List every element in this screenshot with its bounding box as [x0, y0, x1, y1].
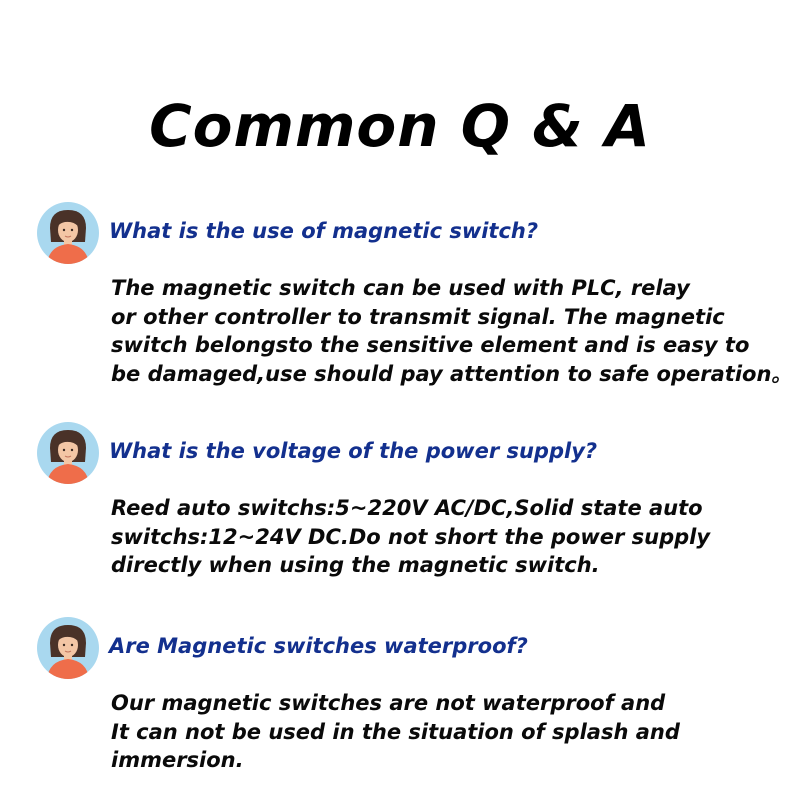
- woman-avatar-icon: [37, 617, 99, 679]
- answer-line: Reed auto switchs:5~220V AC/DC,Solid state auto: [111, 496, 703, 520]
- answer-line: switch belongsto the sensitive element and is easy to: [111, 333, 750, 357]
- question-text: What is the use of magnetic switch?: [109, 219, 539, 243]
- answer-text: [111, 689, 680, 775]
- woman-avatar-icon: [37, 202, 99, 264]
- answer-text: [111, 274, 792, 388]
- answer-line: The magnetic switch can be used with PLC, relay: [111, 276, 690, 300]
- answer-line: Our magnetic switches are not waterproof and: [111, 691, 666, 715]
- answer-line: be damaged,use should pay attention to safe operation。: [111, 361, 793, 386]
- answer-line: immersion.: [111, 748, 244, 772]
- page-title: Common Q & A: [149, 92, 651, 160]
- answer-line: switchs:12~24V DC.Do not short the power supply: [111, 524, 711, 549]
- question-text: What is the voltage of the power supply?: [109, 439, 598, 463]
- answer-line: It can not be used in the situation of splash and: [111, 719, 680, 744]
- answer-text: [111, 494, 710, 580]
- answer-line: or other controller to transmit signal. The magnetic: [111, 304, 725, 329]
- answer-line: directly when using the magnetic switch.: [111, 553, 600, 577]
- woman-avatar-icon: [37, 422, 99, 484]
- question-text: Are Magnetic switches waterproof?: [109, 634, 528, 658]
